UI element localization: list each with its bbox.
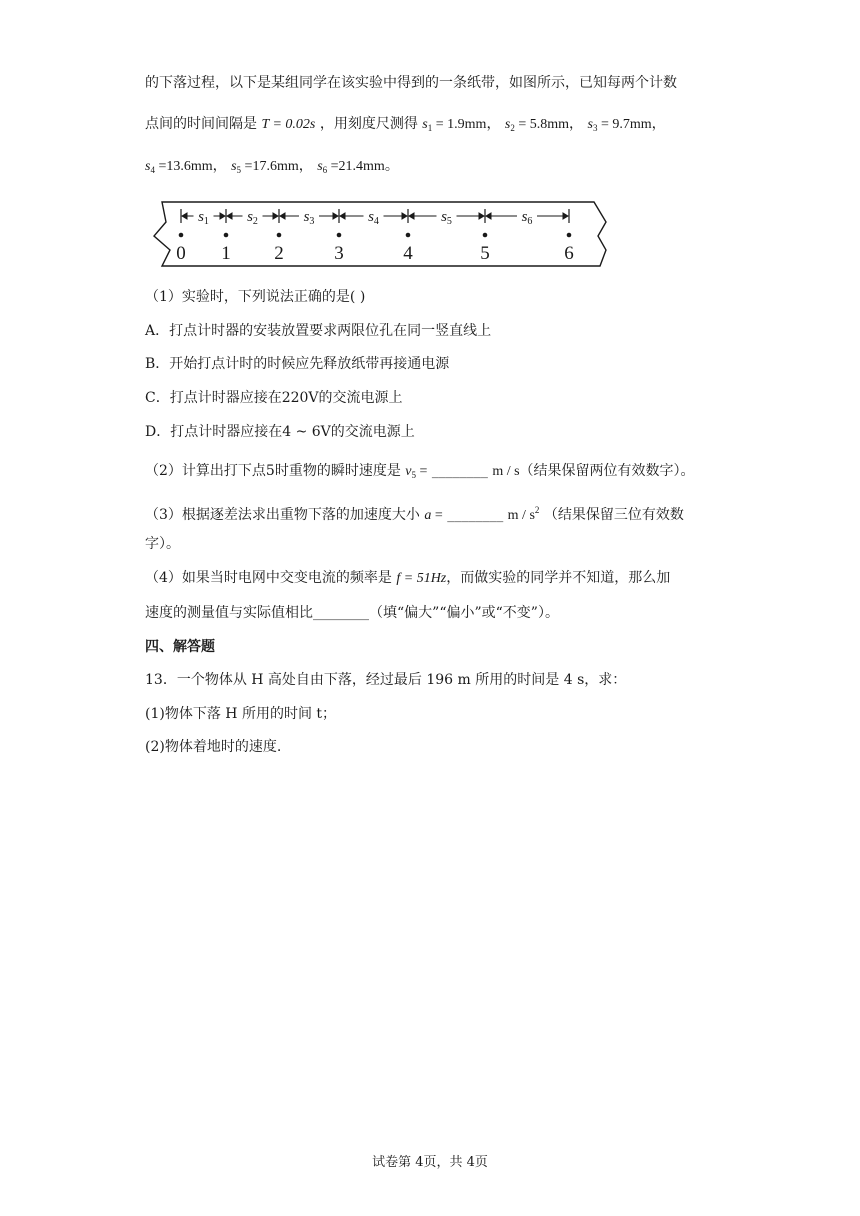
page-footer: 试卷第 4页，共 4页 bbox=[372, 1155, 488, 1170]
intro-line-3: $s_4 =13.6mm$， $s_5 =17.6mm$， $s_6 =21.4mm$。 bbox=[145, 158, 399, 175]
section-4-heading: 四、解答题 bbox=[145, 639, 215, 655]
tape-point-label: 1 bbox=[221, 243, 231, 264]
q3-unit: m / $s^2$ bbox=[507, 505, 540, 523]
tape-dot bbox=[567, 233, 572, 238]
s3-measure: $s_3 = 9.7mm$ bbox=[587, 117, 652, 133]
q1-option-b: B．开始打点计时的时候应先释放纸带再接通电源 bbox=[145, 356, 450, 372]
tape-segment-label: $s_3$ bbox=[303, 209, 315, 227]
s1-measure: $s_1 = 1.9mm$ bbox=[422, 117, 487, 133]
q3-line: （3）根据逐差法求出重物下落的加速度大小 a = ________ m / $s^2$ （结果保留三位有效数 bbox=[145, 505, 684, 523]
q2-blank: ________ bbox=[431, 463, 488, 479]
q1-option-c: C．打点计时器应接在220V的交流电源上 bbox=[145, 390, 403, 406]
tape-point-label: 3 bbox=[334, 243, 344, 264]
tape-point-label: 6 bbox=[564, 243, 574, 264]
tape-segment-label: $s_2$ bbox=[247, 209, 258, 227]
q4-line-2: 速度的测量值与实际值相比________（填“偏大”“偏小”或“不变”）。 bbox=[145, 605, 559, 621]
tape-dot bbox=[277, 233, 282, 238]
q1-option-d: D．打点计时器应接在4 ~ 6V的交流电源上 bbox=[145, 424, 415, 440]
a-symbol: a = bbox=[424, 508, 443, 523]
tape-segment-label: $s_5$ bbox=[441, 209, 452, 227]
s5-measure: $s_5 =17.6mm$ bbox=[231, 159, 299, 175]
q2-line: （2）计算出打下点5时重物的瞬时速度是 $v_5$ = ________ m / s（结果保留两位有效数字）。 bbox=[145, 463, 695, 480]
q13-sub1: (1)物体下落 H 所用的时间 t； bbox=[145, 706, 337, 722]
intro-line-2-prefix: 点间的时间间隔是 bbox=[145, 116, 257, 132]
q1-option-a: A．打点计时器的安装放置要求两限位孔在同一竖直线上 bbox=[145, 323, 492, 339]
q1-stem: （1）实验时，下列说法正确的是( ) bbox=[145, 289, 366, 305]
q4-line-1: （4）如果当时电网中交变电流的频率是 f = 51Hz，而做实验的同学并不知道，那么加 bbox=[145, 570, 671, 586]
q2-unit: m / s bbox=[492, 464, 520, 479]
frequency-formula: f = 51Hz bbox=[396, 571, 447, 586]
intro-line-2-mid: ，用刻度尺测得 bbox=[319, 116, 418, 132]
tape-point-label: 4 bbox=[403, 243, 413, 264]
tape-dot bbox=[406, 233, 411, 238]
tape-point-label: 0 bbox=[176, 243, 186, 264]
tape-dot bbox=[337, 233, 342, 238]
s6-measure: $s_6 =21.4mm$ bbox=[317, 159, 385, 175]
tape-point-label: 5 bbox=[480, 243, 490, 264]
q3-note: （结果保留三位有效数 bbox=[543, 507, 684, 523]
time-interval-formula: T = 0.02s bbox=[261, 117, 316, 132]
tape-segment-label: $s_4$ bbox=[368, 209, 379, 227]
q3-blank: ________ bbox=[447, 507, 504, 523]
paper-tape-diagram bbox=[150, 198, 612, 272]
tape-dot bbox=[483, 233, 488, 238]
tape-dot bbox=[224, 233, 229, 238]
q2-note: （结果保留两位有效数字）。 bbox=[519, 463, 695, 479]
q3-cont: 字）。 bbox=[145, 536, 180, 552]
q13-sub2: (2)物体着地时的速度. bbox=[145, 739, 282, 755]
q13-stem: 13．一个物体从 H 高处自由下落，经过最后 196 m 所用的时间是 4 s，求： bbox=[145, 672, 627, 688]
tape-point-label: 2 bbox=[274, 243, 284, 264]
tape-dot bbox=[179, 233, 184, 238]
intro-line-2: 点间的时间间隔是 T = 0.02s ，用刻度尺测得 $s_1 = 1.9mm$， $s_2 = 5.8mm$， $s_3 = 9.7mm$， bbox=[145, 116, 666, 133]
intro-line-1: 的下落过程，以下是某组同学在该实验中得到的一条纸带，如图所示，已知每两个计数 bbox=[145, 75, 677, 91]
v5-symbol: $v_5$ = bbox=[405, 464, 428, 480]
s4-measure: $s_4 =13.6mm$ bbox=[145, 159, 213, 175]
s2-measure: $s_2 = 5.8mm$ bbox=[504, 117, 570, 133]
tape-segment-label: $s_1$ bbox=[198, 209, 209, 227]
tape-segment-label: $s_6$ bbox=[521, 209, 533, 227]
